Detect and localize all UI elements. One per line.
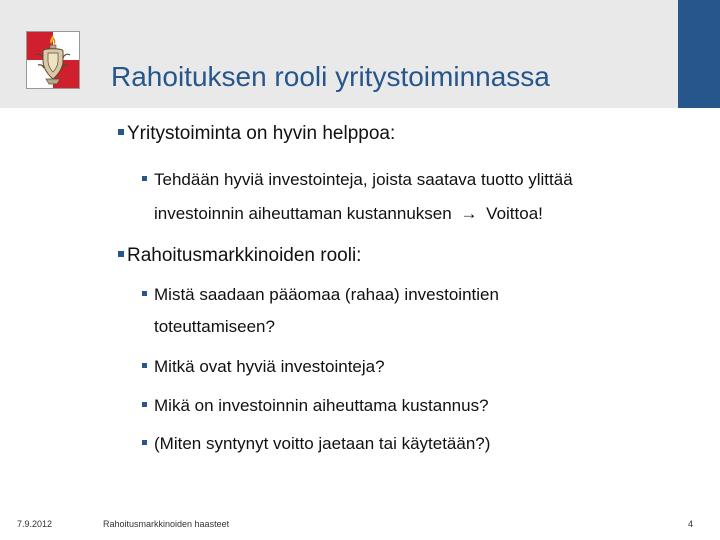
square-bullet-icon	[142, 363, 147, 368]
slide-title: Rahoituksen rooli yritystoiminnassa	[111, 61, 550, 92]
sub-bullet-text: (Miten syntynyt voitto jaetaan tai käytetään?)	[154, 434, 491, 453]
sub-bullet-text: Mistä saadaan pääomaa (rahaa) investointien	[154, 285, 499, 304]
bullet-text: Yritystoiminta on hyvin helppoa:	[127, 123, 396, 144]
square-bullet-icon	[142, 176, 147, 181]
right-arrow-icon: →	[460, 204, 478, 223]
page-number: 4	[688, 519, 694, 529]
sub-bullet-text: investoinnin aiheuttaman kustannuksen	[154, 204, 452, 223]
square-bullet-icon	[142, 291, 147, 296]
footer-date: 7.9.2012	[17, 519, 53, 529]
footer-title: Rahoitusmarkkinoiden haasteet	[103, 519, 230, 529]
sub-bullet-continuation	[154, 203, 543, 225]
sub-bullet-text: Mikä on investoinnin aiheuttama kustannus?	[154, 396, 489, 415]
square-bullet-icon	[142, 402, 147, 407]
square-bullet-icon	[142, 440, 147, 445]
square-bullet-icon	[118, 129, 124, 135]
sub-bullet-text: Tehdään hyviä investointeja, joista saatava tuotto ylittää	[154, 170, 573, 189]
sub-bullet-text: Voittoa!	[486, 204, 543, 223]
sub-bullet-text: Mitkä ovat hyviä investointeja?	[154, 357, 385, 376]
bullet-text: Rahoitusmarkkinoiden rooli:	[127, 245, 362, 266]
sub-bullet-text: toteuttamiseen?	[154, 317, 275, 336]
square-bullet-icon	[118, 251, 124, 257]
sub-bullet-continuation	[154, 316, 275, 338]
